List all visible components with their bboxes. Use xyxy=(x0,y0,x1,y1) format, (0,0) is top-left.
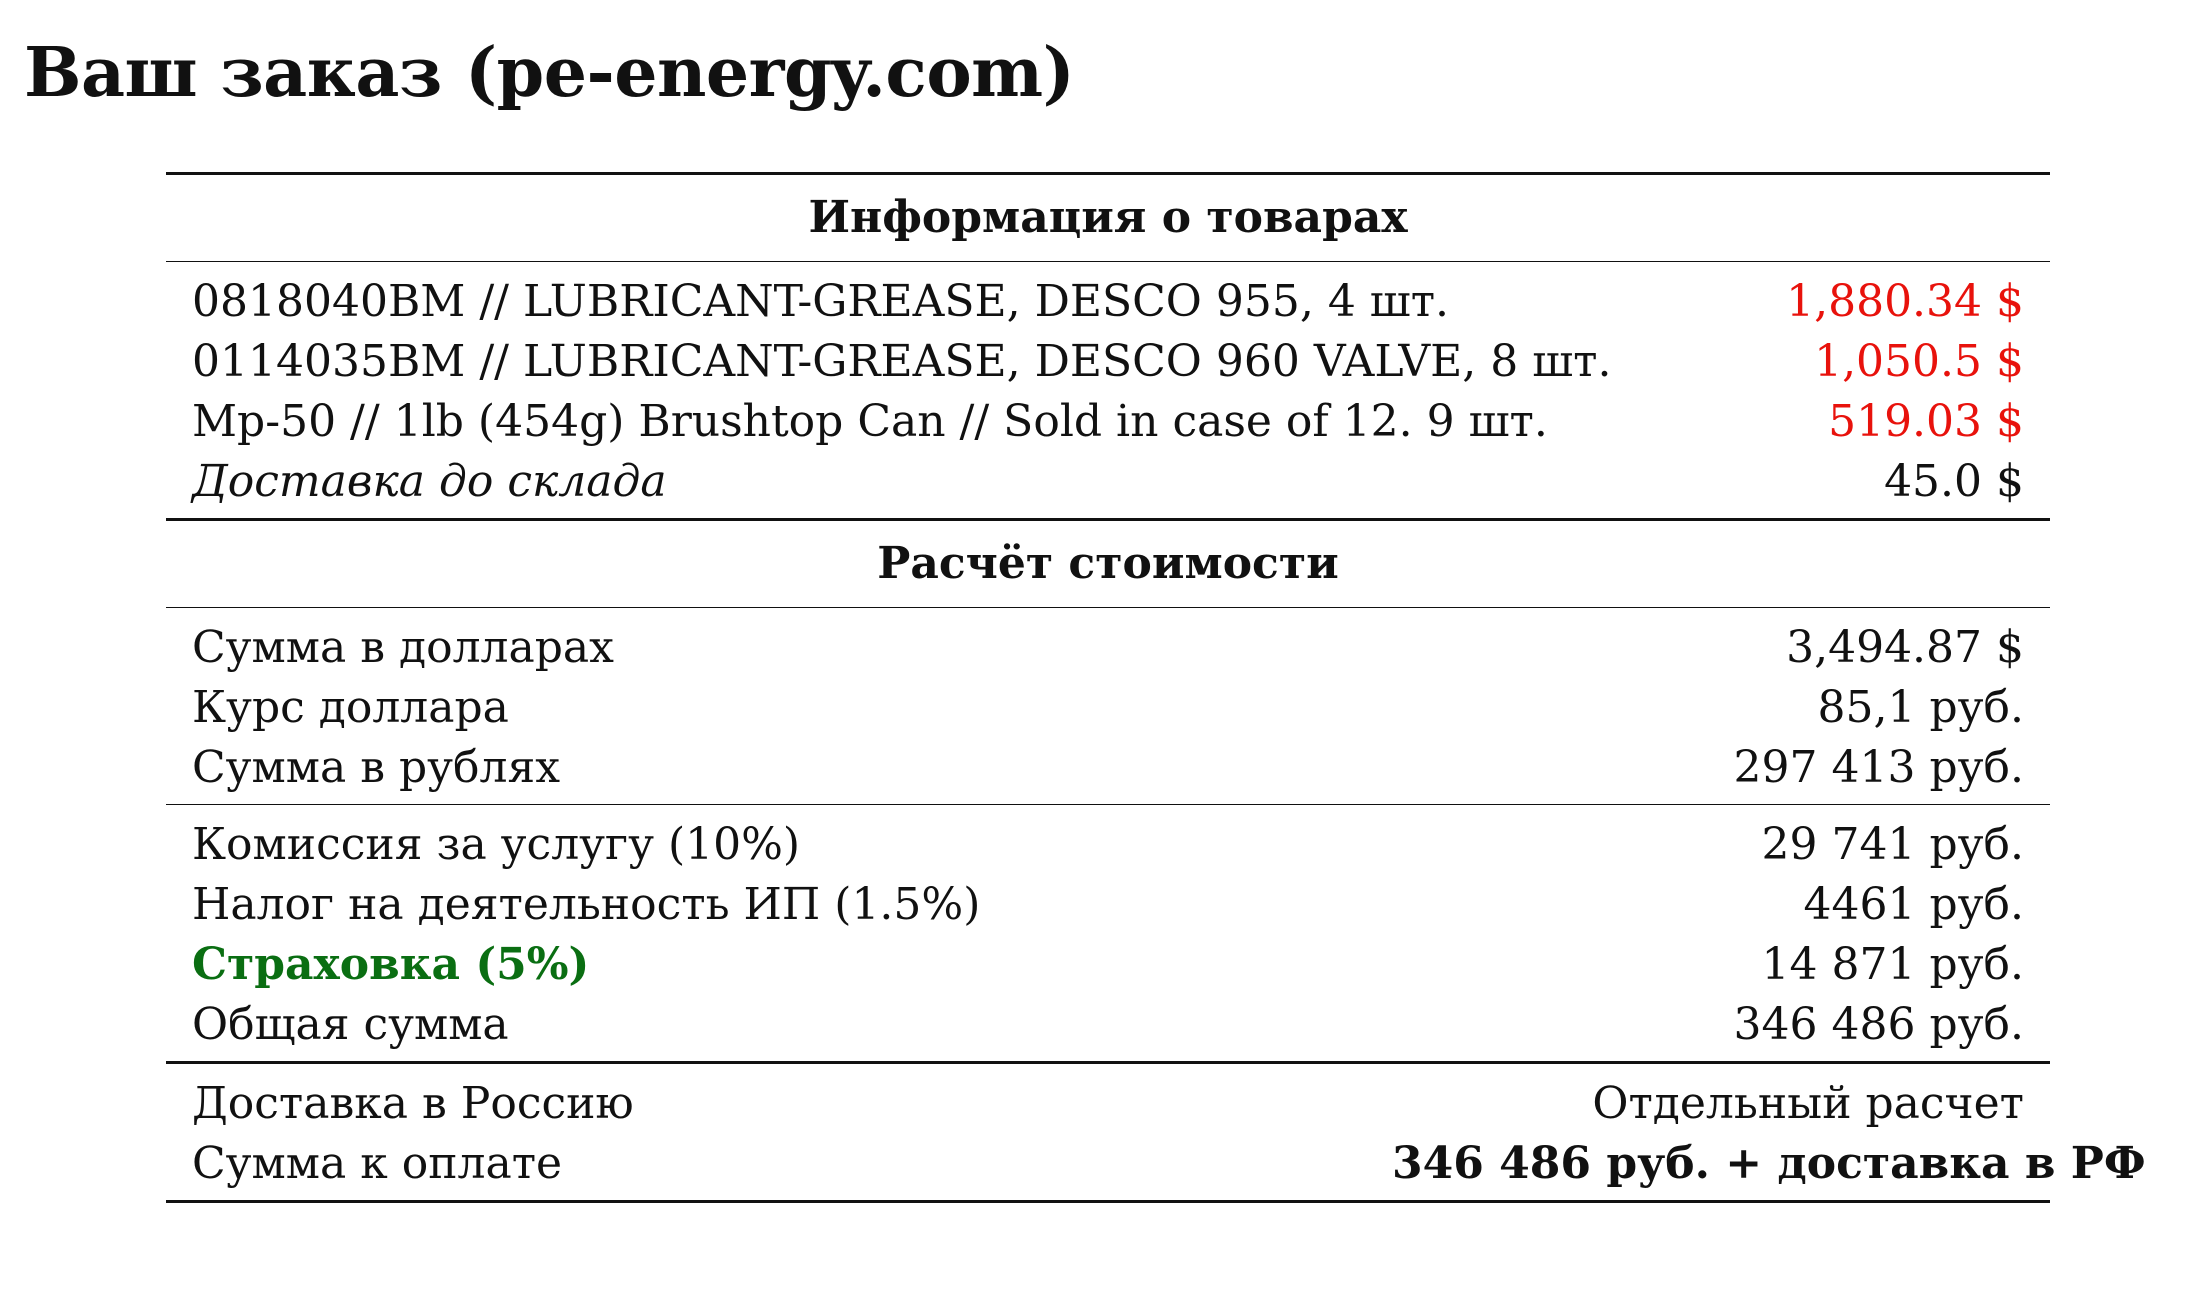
calculation-header-row xyxy=(166,520,2050,608)
goods-header-row xyxy=(166,174,2050,262)
order-table xyxy=(166,172,2146,1203)
amount-due-label: Сумма к оплате xyxy=(166,1134,1366,1202)
table-row xyxy=(166,452,2050,520)
exchange-rate-label: Курс доллара xyxy=(192,682,509,733)
page-title: Ваш заказ (pe-energy.com) xyxy=(24,33,1075,113)
item-label: 0114035BM // LUBRICANT-GREASE, DESCO 960 VALVE, 8 шт. xyxy=(192,336,1612,387)
russia-delivery-label: Доставка в Россию xyxy=(166,1063,1366,1135)
item-label: 0818040BM // LUBRICANT-GREASE, DESCO 955, 4 шт. xyxy=(166,262,1366,333)
table-row xyxy=(166,608,2050,679)
table-row xyxy=(166,738,2050,805)
table-row xyxy=(166,332,2050,392)
grand-total-label: Общая сумма xyxy=(192,999,509,1050)
rub-total-label: Сумма в рублях xyxy=(192,742,561,793)
russia-delivery-value: Отдельный расчет xyxy=(1366,1063,2050,1135)
usd-total-value: 3,494.87 $ xyxy=(1366,608,2050,679)
commission-value: 29 741 руб. xyxy=(1366,805,2050,876)
insurance-label: Страховка (5%) xyxy=(192,939,590,990)
item-price: 1,050.5 $ xyxy=(1814,336,2025,387)
table-row xyxy=(166,875,2050,935)
calculation-section-header: Расчёт стоимости xyxy=(166,520,2050,608)
tax-value: 4461 руб. xyxy=(1803,879,2025,930)
item-price: 519.03 $ xyxy=(1828,396,2025,447)
amount-due-value: 346 486 руб. + доставка в РФ xyxy=(1366,1134,2050,1202)
table-row xyxy=(166,262,2050,333)
warehouse-delivery-value: 45.0 $ xyxy=(1884,456,2025,507)
table-row xyxy=(166,1063,2050,1135)
grand-total-value: 346 486 руб. xyxy=(1733,999,2025,1050)
insurance-value: 14 871 руб. xyxy=(1761,939,2025,990)
item-label: Mp-50 // 1lb (454g) Brushtop Can // Sold in case of 12. 9 шт. xyxy=(192,396,1548,447)
table-row xyxy=(166,805,2050,876)
usd-total-label: Сумма в долларах xyxy=(166,608,1366,679)
table-row xyxy=(166,995,2050,1063)
commission-label: Комиссия за услугу (10%) xyxy=(166,805,1366,876)
rub-total-value: 297 413 руб. xyxy=(1733,742,2025,793)
table-row xyxy=(166,935,2050,995)
goods-section-header: Информация о товарах xyxy=(166,174,2050,262)
warehouse-delivery-label: Доставка до склада xyxy=(192,456,667,507)
item-price: 1,880.34 $ xyxy=(1366,262,2050,333)
table-row xyxy=(166,392,2050,452)
tax-label: Налог на деятельность ИП (1.5%) xyxy=(192,879,981,930)
table-row xyxy=(166,1134,2050,1202)
table-row xyxy=(166,678,2050,738)
exchange-rate-value: 85,1 руб. xyxy=(1817,682,2025,733)
